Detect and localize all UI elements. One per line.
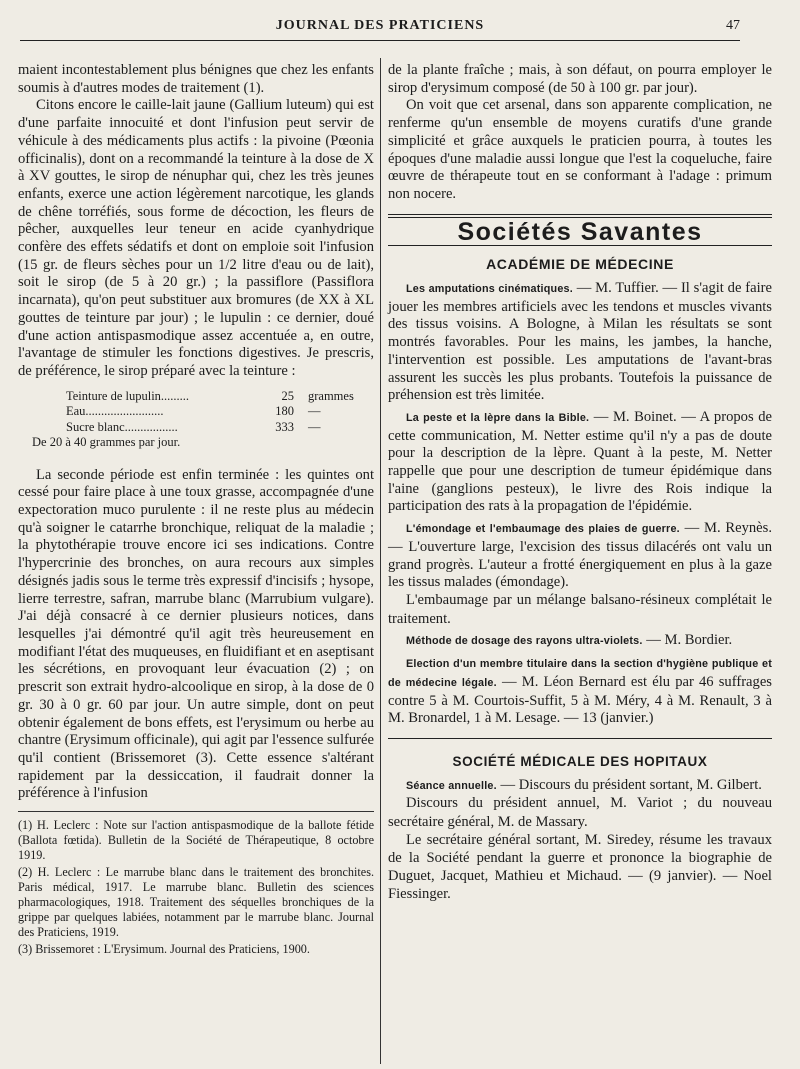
column-divider [380, 58, 381, 1064]
item-text: L'embaumage par un mélange balsano-résineux complétait le traitement. [388, 591, 772, 627]
journal-title: JOURNAL DES PRATICIENS [275, 18, 485, 33]
item-text: — Discours du président sortant, M. Gilbert. [496, 776, 762, 793]
recipe-row [18, 420, 374, 436]
footnote-rule [18, 811, 374, 812]
paragraph: On voit que cet arsenal, dans son apparente complication, ne renferme qu'un ensemble de moyens curatifs d'une grande simplicité et grâce auxquels le praticien pourra, à toutes les époques d'une maladie aussi longue que l'est la coqueluche, faire œuvre de thérapeute tout en se conformant à l'adage : primum non nocere. [388, 97, 772, 202]
report-item [388, 777, 772, 796]
ingredient-name: Sucre blanc................. [66, 419, 178, 434]
section-rule [388, 738, 772, 739]
paragraph: maient incontestablement plus bénignes que chez les enfants soumis à d'autres modes de traitement (1). [18, 62, 374, 96]
item-text: Discours du président annuel, M. Variot ; du nouveau secrétaire général, M. de Massary. [388, 795, 772, 831]
footnote: (2) H. Leclerc : Le marrube blanc dans le traitement des bronchites. Paris médical, 1917. Le marrube blanc. Bulletin des sciences pharmacologiques, 1918. Traitement des séquelles bronchiques de la grippe par quelques labiées, notamment par le marrube blanc. Journal des Praticiens, 1919. [18, 865, 374, 939]
report-item [388, 280, 772, 405]
ingredient-unit: — [308, 419, 321, 434]
hopitaux-heading: SOCIÉTÉ MÉDICALE DES HOPITAUX [452, 753, 708, 769]
left-column [18, 62, 374, 960]
item-text: — M. Léon Bernard est élu par 46 suffrages contre 5 à M. Courtois-Suffit, 5 à M. Méry, 4 à M. Renault, 3 à M. Bronardel, 1 à M. Lesage. — 13 (janvier.) [388, 673, 772, 727]
item-text: — M. Tuffier. — Il s'agit de faire jouer les membres artificiels avec les tendons et muscles vivants des tissus voisins. A Bologne, à Milan les résultats se sont montrés favorables. Pour les mains, les jambes, la hanche, l'intervention est possible. Les amputations de l'avant-bras assurent les succès les plus probants. Toutefois la puissance de préhension est très limitée. [388, 280, 772, 404]
report-item [388, 795, 772, 831]
paragraph: de la plante fraîche ; mais, à son défaut, on pourra employer le sirop d'erysimum composé (de 50 à 100 gr. par jour). [388, 62, 772, 96]
report-item [388, 409, 772, 516]
recipe-row [18, 404, 374, 420]
item-rubric: Les amputations cinématiques. [406, 283, 573, 296]
item-rubric: La peste et la lèpre dans la Bible. [406, 411, 590, 424]
footnote: (3) Brissemoret : L'Erysimum. Journal des Praticiens, 1900. [18, 942, 310, 957]
ingredient-qty: 333 [275, 419, 294, 434]
ingredient-qty: 25 [281, 388, 294, 403]
ingredient-unit: grammes [308, 388, 354, 403]
item-text: — M. Boinet. — A propos de cette communication, M. Netter estime qu'il n'y a pas de doute pour la description de la lèpre. Quant à la peste, M. Netter rappelle que pour une description de tumeur épidémique dans l'aine (ganglions pesteux), le livre des Rois indique la participation des rats à la propagation de l'épidémie. [388, 408, 772, 515]
section-title: Sociétés Savantes [457, 217, 703, 246]
report-item [388, 632, 772, 651]
recipe-row [18, 389, 374, 405]
report-item [388, 520, 772, 592]
item-text: — M. Bordier. [642, 632, 733, 649]
academie-heading: ACADÉMIE DE MÉDECINE [486, 256, 674, 273]
report-item [388, 832, 772, 904]
ingredient-qty: 180 [275, 404, 294, 419]
ingredient-name: Teinture de lupulin......... [66, 388, 190, 403]
recipe-table [18, 389, 374, 451]
footnote: (1) H. Leclerc : Note sur l'action antispasmodique de la ballote fétide (Ballota fœtida). Bulletin de la Société de Thérapeutique, 8 octobre 1919. [18, 818, 374, 862]
ingredient-unit: — [308, 404, 321, 419]
ingredient-name: Eau......................... [66, 404, 164, 419]
item-rubric: Séance annuelle. [406, 779, 497, 792]
report-item [388, 592, 772, 628]
item-rubric: L'émondage et l'embaumage des plaies de guerre. [406, 523, 680, 536]
item-text: Le secrétaire général sortant, M. Siredey, résume les travaux de la Société pendant la guerre et prononce la biographie de Duguet, Jacquet, Mathieu et Michaud. — (9 janvier). — Noel Fiessinger. [388, 831, 772, 902]
page-number: 47 [726, 18, 740, 33]
paragraph: Citons encore le caille-lait jaune (Gallium luteum) qui est d'une parfaite innocuité et dont l'infusion peut servir de véhicule à des médicaments plus actifs : la pivoine (Pœonia officinalis), dont on a recommandé la teinture à la dose de X à XV gouttes, le sirop de nénuphar qui, chez les très jeunes enfants, exerce une action légèrement narcotique, les glands de chêne torréfiés, sous forme de décoction, les fleurs de pêcher, auxquelles leur teneur en acide cyanhydrique confère des effets sédatifs et dont on emploie soit l'infusion (15 gr. de fleurs sèches pour un 1/2 litre d'eau ou de lait), soit le sirop (de 5 à 20 gr.) ; la passiflore (Passiflora incarnata), qu'on peut substituer aux bromures (de XX à XL gouttes de teinture par jour) ; le lupulin : ce dernier, doué d'une action antispasmodique assez accentuée a, en outre, l'avantage de stimuler les fonctions digestives. Je prescris, de préférence, le sirop préparé avec la teinture : [18, 97, 374, 379]
dosage-note: De 20 à 40 grammes par jour. [32, 435, 181, 450]
paragraph: La seconde période est enfin terminée : les quintes ont cessé pour faire place à une toux grasse, accompagnée d'une expectoration muco purulente : il ne reste plus au médecin qu'à soigner le catarrhe bronchique, reliquat de la maladie ; la phytothérapie trouve encore ici ses indications. Contre l'hypercrinie des bronches, on aura recours aux simples désignés jadis sous le terme très expressif d'incisifs ; hysope, lierre terrestre, safran, marrube blanc (Marrubium vulgare). J'ai déjà consacré à ce dernier plusieurs notices, dans lesquelles j'ai démontré qu'il agit très heureusement en modifiant l'état des muqueuses, en fluidifiant et en aseptisant les sécrétions, en provoquant leur évacuation (2) ; on prescrit son extrait hydro-alcoolique en sirop, à la dose de 0 gr. 30 à 0 gr. 60 par jour. Un autre simple, dont on peut obtenir également de bons effets, est l'erysimum ou herbe au chantre (Erysimum officinale), qui agit par l'essence sulfurée qu'il contient (Brissemoret (3). Cette essence s'altérant rapidement par la dessiccation, il faudrait donner la préférence à l'infusion [18, 466, 374, 802]
item-rubric: Méthode de dosage des rayons ultra-violets. [406, 635, 643, 648]
running-header [20, 18, 740, 41]
right-column [388, 62, 772, 904]
report-item [388, 655, 772, 728]
item-rubric: Election d'un membre titulaire dans la section d'hygiène publique et de médecine légale. [388, 658, 772, 689]
item-text: — M. Reynès. — L'ouverture large, l'excision des tissus dilacérés ont valu un grand progrès. L'auteur a frotté énergiquement en plus à la gaze les tissus malades (émondage). [388, 520, 772, 591]
